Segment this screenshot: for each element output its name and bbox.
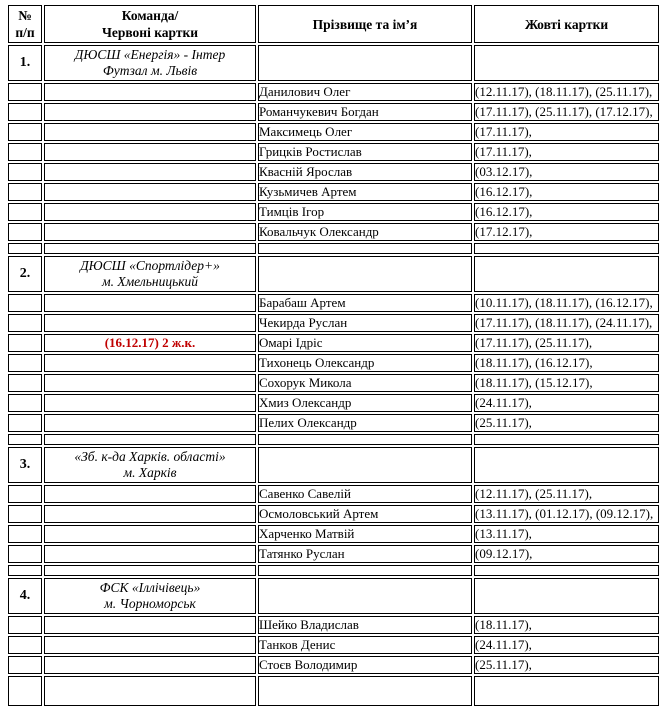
red-cards-cell: [44, 183, 256, 201]
row-number-cell: [8, 525, 42, 543]
red-cards-cell: [44, 485, 256, 503]
yellow-cards-cell: (16.12.17),: [474, 203, 659, 221]
spacer-red-cell: [44, 243, 256, 254]
yellow-cards-cell: (13.11.17), (01.12.17), (09.12.17),: [474, 505, 659, 523]
yellow-cards-cell: (18.11.17), (16.12.17),: [474, 354, 659, 372]
empty-player-cell: [258, 256, 472, 292]
player-name-cell: Грицків Ростислав: [258, 143, 472, 161]
spacer-yellow-cell: [474, 434, 659, 445]
header-col-player-name-line: Прізвище та ім’я: [312, 16, 418, 32]
header-row: [8, 5, 659, 43]
player-row: [8, 394, 659, 412]
spacer-yellow-cell: [474, 243, 659, 254]
empty-yellow-cell: [474, 256, 659, 292]
player-name-cell: Тихонець Олександр: [258, 354, 472, 372]
empty-player-cell: [258, 447, 472, 483]
player-row: [8, 545, 659, 563]
row-number-cell: [8, 616, 42, 634]
red-cards-cell: [44, 656, 256, 674]
cards-table: [6, 3, 661, 708]
player-row: [8, 203, 659, 221]
section-number-cell: 4.: [8, 578, 42, 614]
yellow-cards-cell: (10.11.17), (18.11.17), (16.12.17),: [474, 294, 659, 312]
yellow-cards-cell: (16.12.17),: [474, 183, 659, 201]
player-row: [8, 656, 659, 674]
player-name-cell: Квасній Ярослав: [258, 163, 472, 181]
yellow-cards-cell: (17.11.17), (18.11.17), (24.11.17),: [474, 314, 659, 332]
red-cards-cell: [44, 545, 256, 563]
spacer-red-cell: [44, 676, 256, 706]
header-col-yellow-cards-line: Жовті картки: [524, 16, 609, 32]
yellow-cards-cell: (17.11.17), (25.11.17), (17.12.17),: [474, 103, 659, 121]
red-cards-cell: [44, 203, 256, 221]
player-name-cell: Харченко Матвій: [258, 525, 472, 543]
row-number-cell: [8, 103, 42, 121]
red-cards-cell: [44, 505, 256, 523]
yellow-cards-cell: (18.11.17), (15.12.17),: [474, 374, 659, 392]
spacer-red-cell: [44, 565, 256, 576]
empty-yellow-cell: [474, 45, 659, 81]
team-name-cell: [44, 256, 256, 292]
red-cards-cell: [44, 223, 256, 241]
yellow-cards-cell: (25.11.17),: [474, 656, 659, 674]
yellow-cards-cell: (17.11.17),: [474, 143, 659, 161]
player-name-cell: Татянко Руслан: [258, 545, 472, 563]
player-name-cell: Хмиз Олександр: [258, 394, 472, 412]
red-cards-cell: [44, 414, 256, 432]
row-number-cell: [8, 123, 42, 141]
player-name-cell: Омарі Ідріс: [258, 334, 472, 352]
player-row: [8, 414, 659, 432]
header-col-number-line: №: [18, 8, 32, 23]
spacer-number-cell: [8, 434, 42, 445]
row-number-cell: [8, 656, 42, 674]
player-name-cell: Чекирда Руслан: [258, 314, 472, 332]
team-row: [8, 447, 659, 483]
yellow-cards-cell: (12.11.17), (25.11.17),: [474, 485, 659, 503]
cards-table-body: [8, 5, 659, 706]
team-name-cell-line: ФСК «Іллічівець»: [99, 580, 201, 595]
player-name-cell: Кузьмичев Артем: [258, 183, 472, 201]
spacer-player-cell: [258, 565, 472, 576]
red-cards-cell: [44, 123, 256, 141]
player-row: [8, 314, 659, 332]
player-name-cell: Барабаш Артем: [258, 294, 472, 312]
spacer-row: [8, 565, 659, 576]
yellow-cards-cell: (12.11.17), (18.11.17), (25.11.17),: [474, 83, 659, 101]
empty-player-cell: [258, 45, 472, 81]
player-name-cell: Ковальчук Олександр: [258, 223, 472, 241]
team-row: [8, 256, 659, 292]
player-name-cell: Сохорук Микола: [258, 374, 472, 392]
player-row: [8, 616, 659, 634]
player-row: [8, 354, 659, 372]
row-number-cell: [8, 505, 42, 523]
header-col-number-line: п/п: [15, 25, 35, 40]
empty-yellow-cell: [474, 578, 659, 614]
spacer-player-cell: [258, 434, 472, 445]
player-name-cell: Максимець Олег: [258, 123, 472, 141]
row-number-cell: [8, 545, 42, 563]
red-cards-cell: [44, 616, 256, 634]
spacer-yellow-cell: [474, 565, 659, 576]
red-cards-cell: [44, 394, 256, 412]
row-number-cell: [8, 374, 42, 392]
team-row: [8, 578, 659, 614]
empty-yellow-cell: [474, 447, 659, 483]
row-number-cell: [8, 636, 42, 654]
team-name-cell: [44, 447, 256, 483]
player-row: [8, 374, 659, 392]
partial-row: [8, 676, 659, 706]
yellow-cards-cell: (18.11.17),: [474, 616, 659, 634]
row-number-cell: [8, 83, 42, 101]
row-number-cell: [8, 183, 42, 201]
row-number-cell: [8, 334, 42, 352]
spacer-player-cell: [258, 676, 472, 706]
yellow-cards-cell: (17.12.17),: [474, 223, 659, 241]
team-row: [8, 45, 659, 81]
player-row: [8, 223, 659, 241]
player-row: [8, 123, 659, 141]
team-name-cell-line: м. Чорноморськ: [104, 596, 196, 611]
row-number-cell: [8, 394, 42, 412]
player-name-cell: Стоєв Володимир: [258, 656, 472, 674]
header-col-team-red-cards-line: Команда/: [121, 8, 179, 23]
document-page: [0, 3, 671, 708]
player-name-cell: Данилович Олег: [258, 83, 472, 101]
row-number-cell: [8, 294, 42, 312]
header-col-yellow-cards: [474, 5, 659, 43]
spacer-player-cell: [258, 243, 472, 254]
spacer-number-cell: [8, 565, 42, 576]
header-col-team-red-cards: [44, 5, 256, 43]
row-number-cell: [8, 163, 42, 181]
yellow-cards-cell: (17.11.17), (25.11.17),: [474, 334, 659, 352]
player-name-cell: Осмоловський Артем: [258, 505, 472, 523]
team-name-cell-line: м. Хмельницький: [101, 274, 199, 289]
yellow-cards-cell: (24.11.17),: [474, 394, 659, 412]
red-cards-cell: [44, 163, 256, 181]
row-number-cell: [8, 143, 42, 161]
spacer-red-cell: [44, 434, 256, 445]
empty-player-cell: [258, 578, 472, 614]
player-name-cell: Шейко Владислав: [258, 616, 472, 634]
player-row: [8, 83, 659, 101]
section-number-cell: 1.: [8, 45, 42, 81]
row-number-cell: [8, 314, 42, 332]
red-cards-cell: [44, 143, 256, 161]
player-name-cell: Танков Денис: [258, 636, 472, 654]
red-cards-cell: [44, 103, 256, 121]
row-number-cell: [8, 354, 42, 372]
yellow-cards-cell: (13.11.17),: [474, 525, 659, 543]
player-row: [8, 103, 659, 121]
red-cards-cell: (16.12.17) 2 ж.к.: [44, 334, 256, 352]
player-row: [8, 505, 659, 523]
player-name-cell: Пелих Олександр: [258, 414, 472, 432]
red-cards-cell: [44, 314, 256, 332]
player-name-cell: Тимців Ігор: [258, 203, 472, 221]
header-col-number: [8, 5, 42, 43]
spacer-row: [8, 243, 659, 254]
spacer-yellow-cell: [474, 676, 659, 706]
red-cards-cell: [44, 354, 256, 372]
player-row: [8, 485, 659, 503]
player-row: [8, 163, 659, 181]
team-name-cell-line: «Зб. к-да Харків. області»: [74, 449, 226, 464]
red-cards-cell: [44, 636, 256, 654]
row-number-cell: [8, 414, 42, 432]
red-cards-cell: [44, 294, 256, 312]
player-row: [8, 143, 659, 161]
player-row: [8, 294, 659, 312]
yellow-cards-cell: (17.11.17),: [474, 123, 659, 141]
header-col-player-name: [258, 5, 472, 43]
yellow-cards-cell: (24.11.17),: [474, 636, 659, 654]
yellow-cards-cell: (09.12.17),: [474, 545, 659, 563]
row-number-cell: [8, 203, 42, 221]
team-name-cell-line: м. Харків: [123, 465, 177, 480]
row-number-cell: [8, 485, 42, 503]
team-name-cell-line: ДЮСШ «Спортлідер+»: [80, 258, 220, 273]
team-name-cell: [44, 578, 256, 614]
red-cards-cell: [44, 374, 256, 392]
team-name-cell-line: ДЮСШ «Енергія» - Інтер: [74, 47, 226, 62]
section-number-cell: 2.: [8, 256, 42, 292]
player-name-cell: Савенко Савелій: [258, 485, 472, 503]
red-cards-cell: [44, 525, 256, 543]
player-name-cell: Романчукевич Богдан: [258, 103, 472, 121]
spacer-row: [8, 434, 659, 445]
team-name-cell-line: Футзал м. Львів: [102, 63, 198, 78]
team-name-cell: [44, 45, 256, 81]
player-row: [8, 334, 659, 352]
player-row: [8, 183, 659, 201]
section-number-cell: 3.: [8, 447, 42, 483]
yellow-cards-cell: (03.12.17),: [474, 163, 659, 181]
player-row: [8, 636, 659, 654]
spacer-number-cell: [8, 676, 42, 706]
yellow-cards-cell: (25.11.17),: [474, 414, 659, 432]
header-col-team-red-cards-line: Червоні картки: [101, 25, 199, 40]
row-number-cell: [8, 223, 42, 241]
player-row: [8, 525, 659, 543]
red-cards-cell: [44, 83, 256, 101]
spacer-number-cell: [8, 243, 42, 254]
